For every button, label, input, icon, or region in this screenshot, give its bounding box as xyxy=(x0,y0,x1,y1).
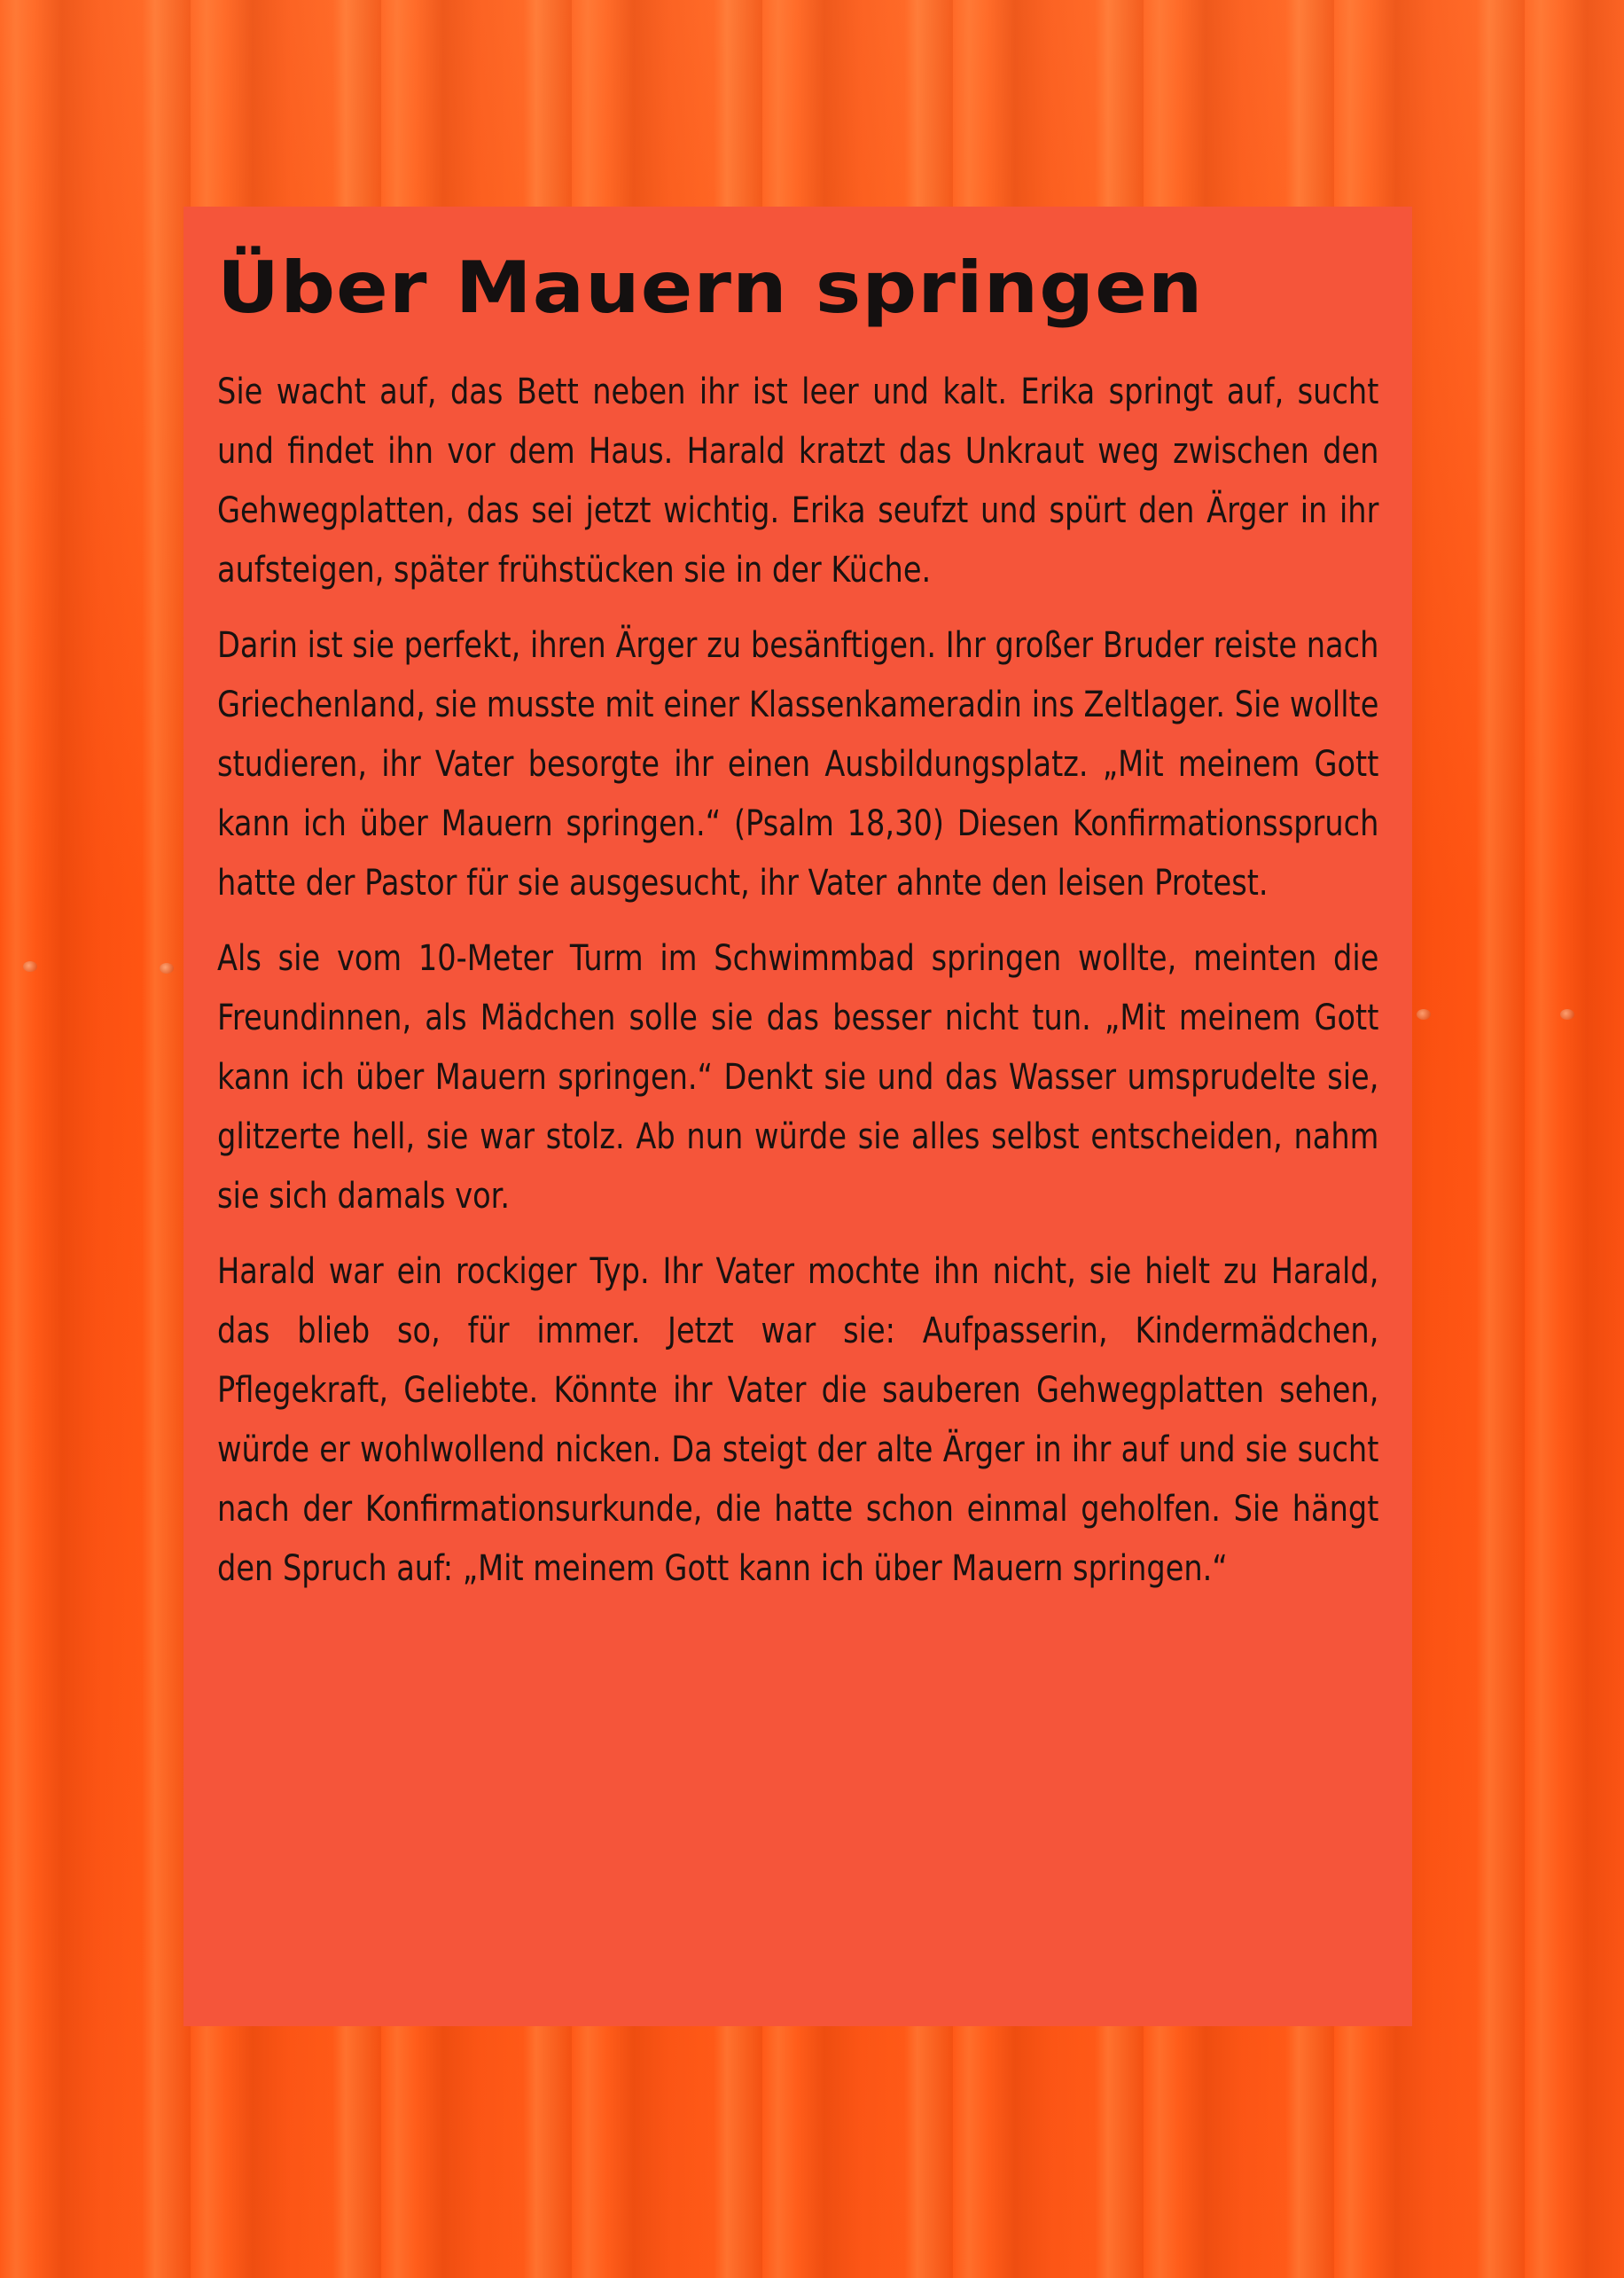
paragraph: Darin ist sie perfekt, ihren Ärger zu besänftigen. Ihr großer Bruder reiste nach Griechenland, sie musste mit einer Klassenkameradin ins Zeltlager. Sie wollte studieren, ihr Vater besorgte ihr einen Ausbildungsplatz. „Mit meinem Gott kann ich über Mauern springen.“ (Psalm 18,30) Diesen Konfirmationsspruch hatte der Pastor für sie ausgesucht, ihr Vater ahnte den leisen Protest. xyxy=(217,625,1379,904)
paragraph: Sie wacht auf, das Bett neben ihr ist leer und kalt. Erika springt auf, sucht und findet ihn vor dem Haus. Harald kratzt das Unkraut weg zwischen den Gehwegplatten, das sei jetzt wichtig. Erika seufzt und spürt den Ärger in ihr aufsteigen, später frühstücken sie in der Küche. xyxy=(217,372,1379,591)
text-panel xyxy=(183,207,1412,2026)
wall-rivet xyxy=(160,963,174,974)
page-title: Über Mauern springen xyxy=(217,247,1204,329)
wall-rivet xyxy=(1560,1009,1574,1020)
paragraph: Harald war ein rockiger Typ. Ihr Vater mochte ihn nicht, sie hielt zu Harald, das blieb so, für immer. Jetzt war sie: Aufpasserin, Kindermädchen, Pflegekraft, Geliebte. Könnte ihr Vater die sauberen Gehwegplatten sehen, würde er wohlwollend nicken. Da steigt der alte Ärger in ihr auf und sie sucht nach der Konfirmationsurkunde, die hatte schon einmal geholfen. Sie hängt den Spruch auf: „Mit meinem Gott kann ich über Mauern springen.“ xyxy=(217,1251,1379,1589)
wall-rivet xyxy=(23,961,37,972)
wall-rivet xyxy=(1417,1009,1431,1020)
paragraph: Als sie vom 10-Meter Turm im Schwimmbad springen wollte, meinten die Freundinnen, als Mädchen solle sie das besser nicht tun. „Mit meinem Gott kann ich über Mauern springen.“ Denkt sie und das Wasser umsprudelte sie, glitzerte hell, sie war stolz. Ab nun würde sie alles selbst entscheiden, nahm sie sich damals vor. xyxy=(217,938,1379,1217)
